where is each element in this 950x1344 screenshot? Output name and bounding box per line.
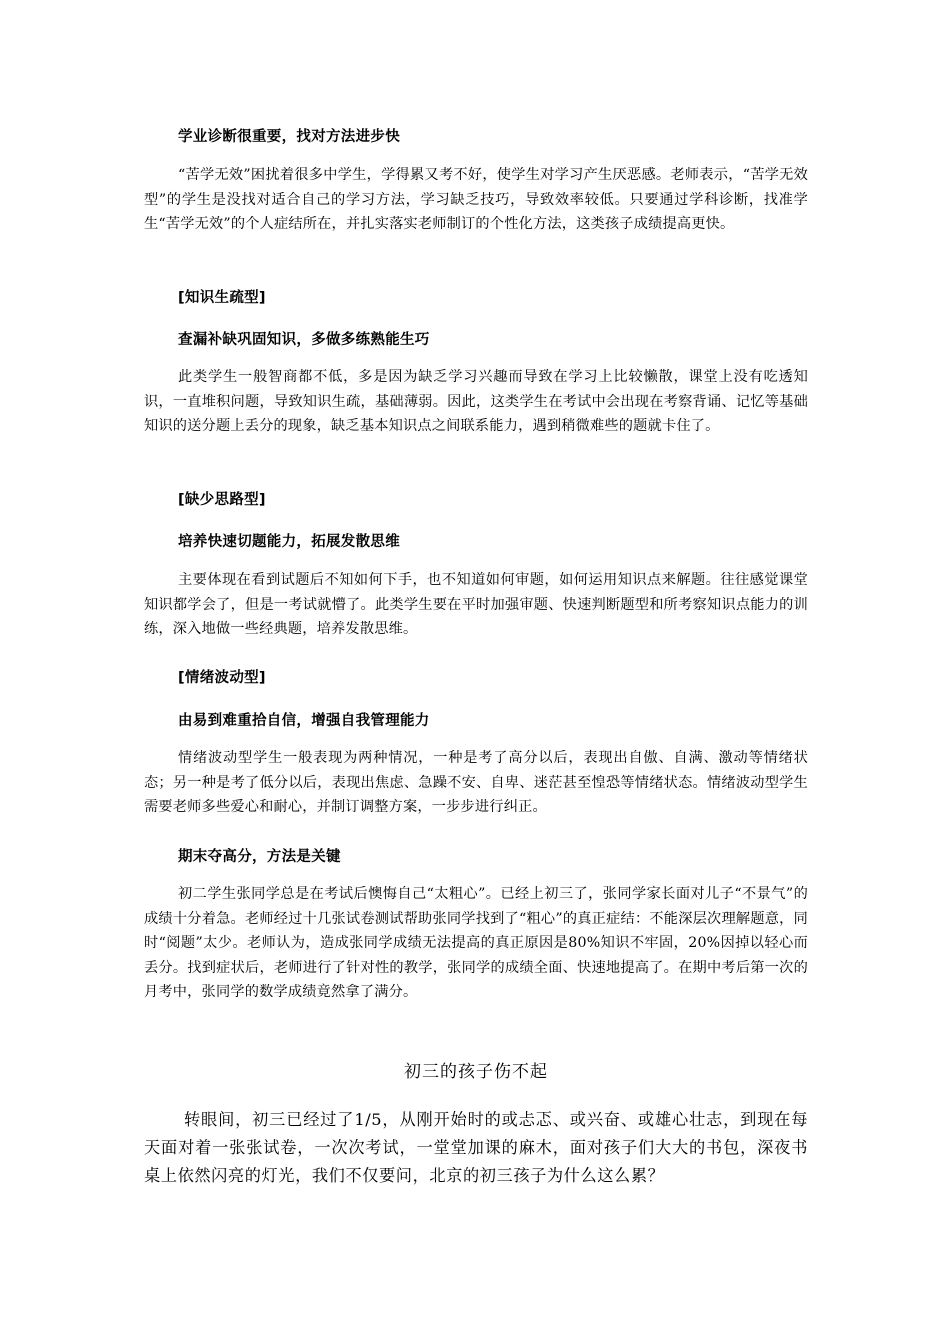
paragraph-lack-thinking: 主要体现在看到试题后不知如何下手，也不知道如何审题，如何运用知识点来解题。往往感觉课堂知识都学会了，但是一考试就懵了。此类学生要在平时加强审题、快速判断题型和所考察知识点能力的训练，深入地做一些经典题，培养发散思维。 (144, 572, 808, 637)
heading-quick-analysis: 培养快速切题能力，拓展发散思维 (178, 534, 400, 550)
heading-fill-gaps: 查漏补缺巩固知识，多做多练熟能生巧 (178, 332, 430, 348)
paragraph-hard-study: “苦学无效”困扰着很多中学生，学得累又考不好，使学生对学习产生厌恶感。老师表示，“苦学无效型”的学生是没找对适合自己的学习方法，学习缺乏技巧，导致效率较低。只要通过学科诊断，找准学生“苦学无效”的个人症结所在，并扎实落实老师制订的个性化方法，这类孩子成绩提高更快。 (144, 167, 808, 232)
paragraph-emotion-type: 情绪波动型学生一般表现为两种情况，一种是考了高分以后，表现出自傲、自满、激动等情绪状态；另一种是考了低分以后，表现出焦虑、急躁不安、自卑、迷茫甚至惶恐等情绪状态。情绪波动型学生需要老师多些爱心和耐心，并制订调整方案，一步步进行纠正。 (144, 750, 808, 815)
heading-diagnosis: 学业诊断很重要，找对方法进步快 (178, 129, 400, 145)
paragraph-knowledge-type: 此类学生一般智商都不低，多是因为缺乏学习兴趣而导致在学习上比较懒散，课堂上没有吃透知识，一直堆积问题，导致知识生疏，基础薄弱。因此，这类学生在考试中会出现在考察背诵、记忆等基础知识的送分题上丢分的现象，缺乏基本知识点之间联系能力，遇到稍微难些的题就卡住了。 (144, 369, 808, 434)
heading-lack-thinking-type: [缺少思路型] (178, 492, 266, 508)
paragraph-case-study: 初二学生张同学总是在考试后懊悔自己“太粗心”。已经上初三了，张同学家长面对儿子“不景气”的成绩十分着急。老师经过十几张试卷测试帮助张同学找到了“粗心”的真正症结：不能深层次理解题意，同时“阅题”太少。老师认为，造成张同学成绩无法提高的真正原因是80%知识不牢固，20%因掉以轻心而丢分。找到症状后，老师进行了针对性的教学，张同学的成绩全面、快速地提高了。在期中考后第一次的月考中，张同学的数学成绩竟然拿了满分。 (144, 886, 808, 1000)
heading-emotion-type: [情绪波动型] (178, 670, 266, 686)
paragraph-grade-nine: 转眼间，初三已经过了1/5，从刚开始时的或忐忑、或兴奋、或雄心壮志，到现在每天面对着一张张试卷，一次次考试，一堂堂加课的麻木，面对孩子们大大的书包，深夜书桌上依然闪亮的灯光，我们不仅要问，北京的初三孩子为什么这么累？ (144, 1110, 808, 1185)
heading-knowledge-type: [知识生疏型] (178, 290, 266, 306)
heading-confidence: 由易到难重拾自信，增强自我管理能力 (178, 713, 430, 729)
heading-final-exam: 期末夺高分，方法是关键 (178, 849, 341, 865)
section-title: 初三的孩子伤不起 (404, 1062, 548, 1082)
